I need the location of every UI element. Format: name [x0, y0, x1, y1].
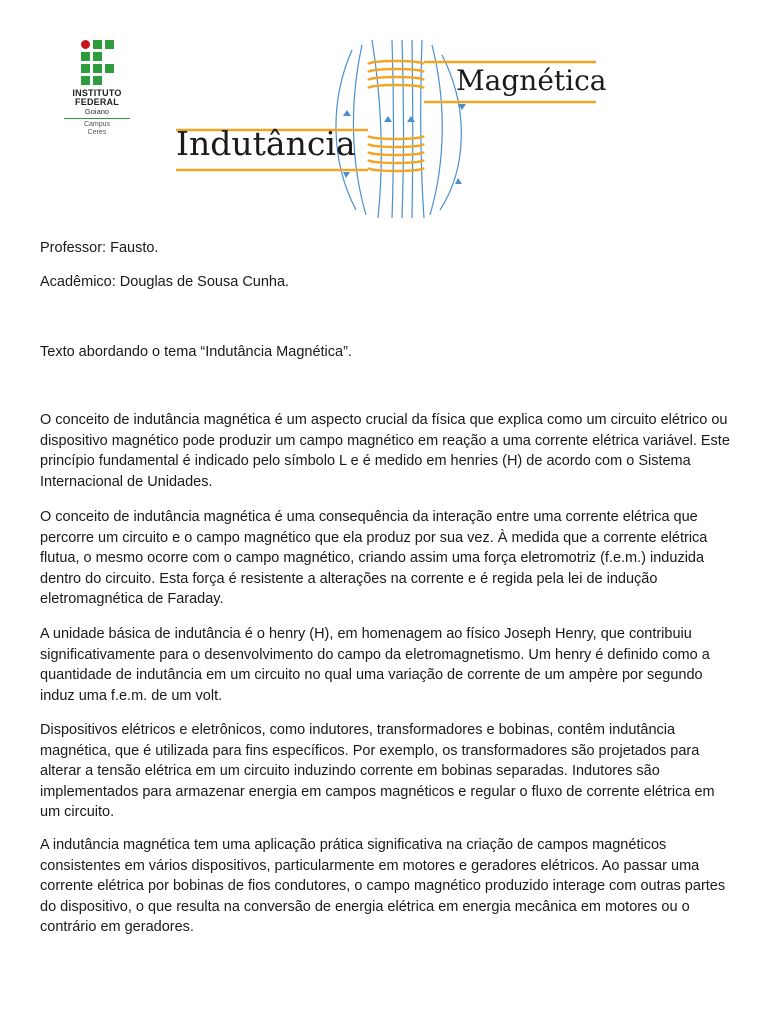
topic-line: Texto abordando o tema “Indutância Magnética”.	[40, 344, 352, 360]
logo-campus-line2: Ceres	[87, 129, 107, 136]
logo-divider	[64, 118, 130, 119]
logo-name-line1: INSTITUTO	[72, 88, 122, 98]
institute-logo	[64, 40, 130, 137]
logo-state: Goiano	[84, 107, 110, 116]
title-word-magnetic: Magnética	[456, 64, 607, 97]
paragraph: A indutância magnética tem uma aplicação prática significativa na criação de campos magnéticos consistentes em vários dispositivos, particularmente em motores e geradores elétricos. Ao passar uma corrente elétrica por bobinas de fios condutores, o campo magnético produzido interage com outras partes do dispositivo, o que resulta na conversão de energia elétrica em energia mecânica em motores ou o contrário em geradores.	[40, 837, 726, 936]
paragraph: O conceito de indutância magnética é uma consequência da interação entre uma corrente elétrica que percorre um circuito e o campo magnético que ela produz por sua vez. À medida que a corrente elétrica flutua, o mesmo ocorre com o campo magnético, criando assim uma força eletromotriz (f.e.m.) induzida dentro do circuito. Esta força é resistente a alterações na corrente e é regida pela lei de indução eletromagnética de Faraday.	[40, 509, 708, 608]
title-word-inductance: Indutância	[176, 124, 356, 163]
student-line: Acadêmico: Douglas de Sousa Cunha.	[40, 274, 290, 290]
logo-mark-icon	[81, 40, 114, 85]
paragraph: Dispositivos elétricos e eletrônicos, como indutores, transformadores e bobinas, contêm indutância magnética, que é utilizada para fins específicos. Por exemplo, os transformadores são projetados para alterar a tensão elétrica em um circuito induzindo corrente em bobinas separadas. Indutores são implementados para armazenar energia em campos magnéticos e regular o fluxo de corrente elétrica em um circuito.	[40, 722, 715, 821]
paragraph: O conceito de indutância magnética é um aspecto crucial da física que explica como um circuito elétrico ou dispositivo magnético pode produzir um campo magnético em reação a uma corrente elétrica variável. Este princípio fundamental é indicado pelo símbolo L e é medido em henries (H) de acordo com o Sistema Internacional de Unidades.	[40, 412, 730, 490]
paragraph: A unidade básica de indutância é o henry (H), em homenagem ao físico Joseph Henry, que contribuiu significativamente para o desenvolvimento do campo da eletromagnetismo. Um henry é definido como a quantidade de indutância em um circuito no qual uma variação de corrente de um ampère por segundo induz uma f.e.m. de um volt.	[40, 626, 710, 704]
professor-line: Professor: Fausto.	[40, 240, 159, 256]
logo-name-line2: FEDERAL	[75, 97, 119, 107]
logo-campus-line1: Campus	[83, 121, 111, 128]
